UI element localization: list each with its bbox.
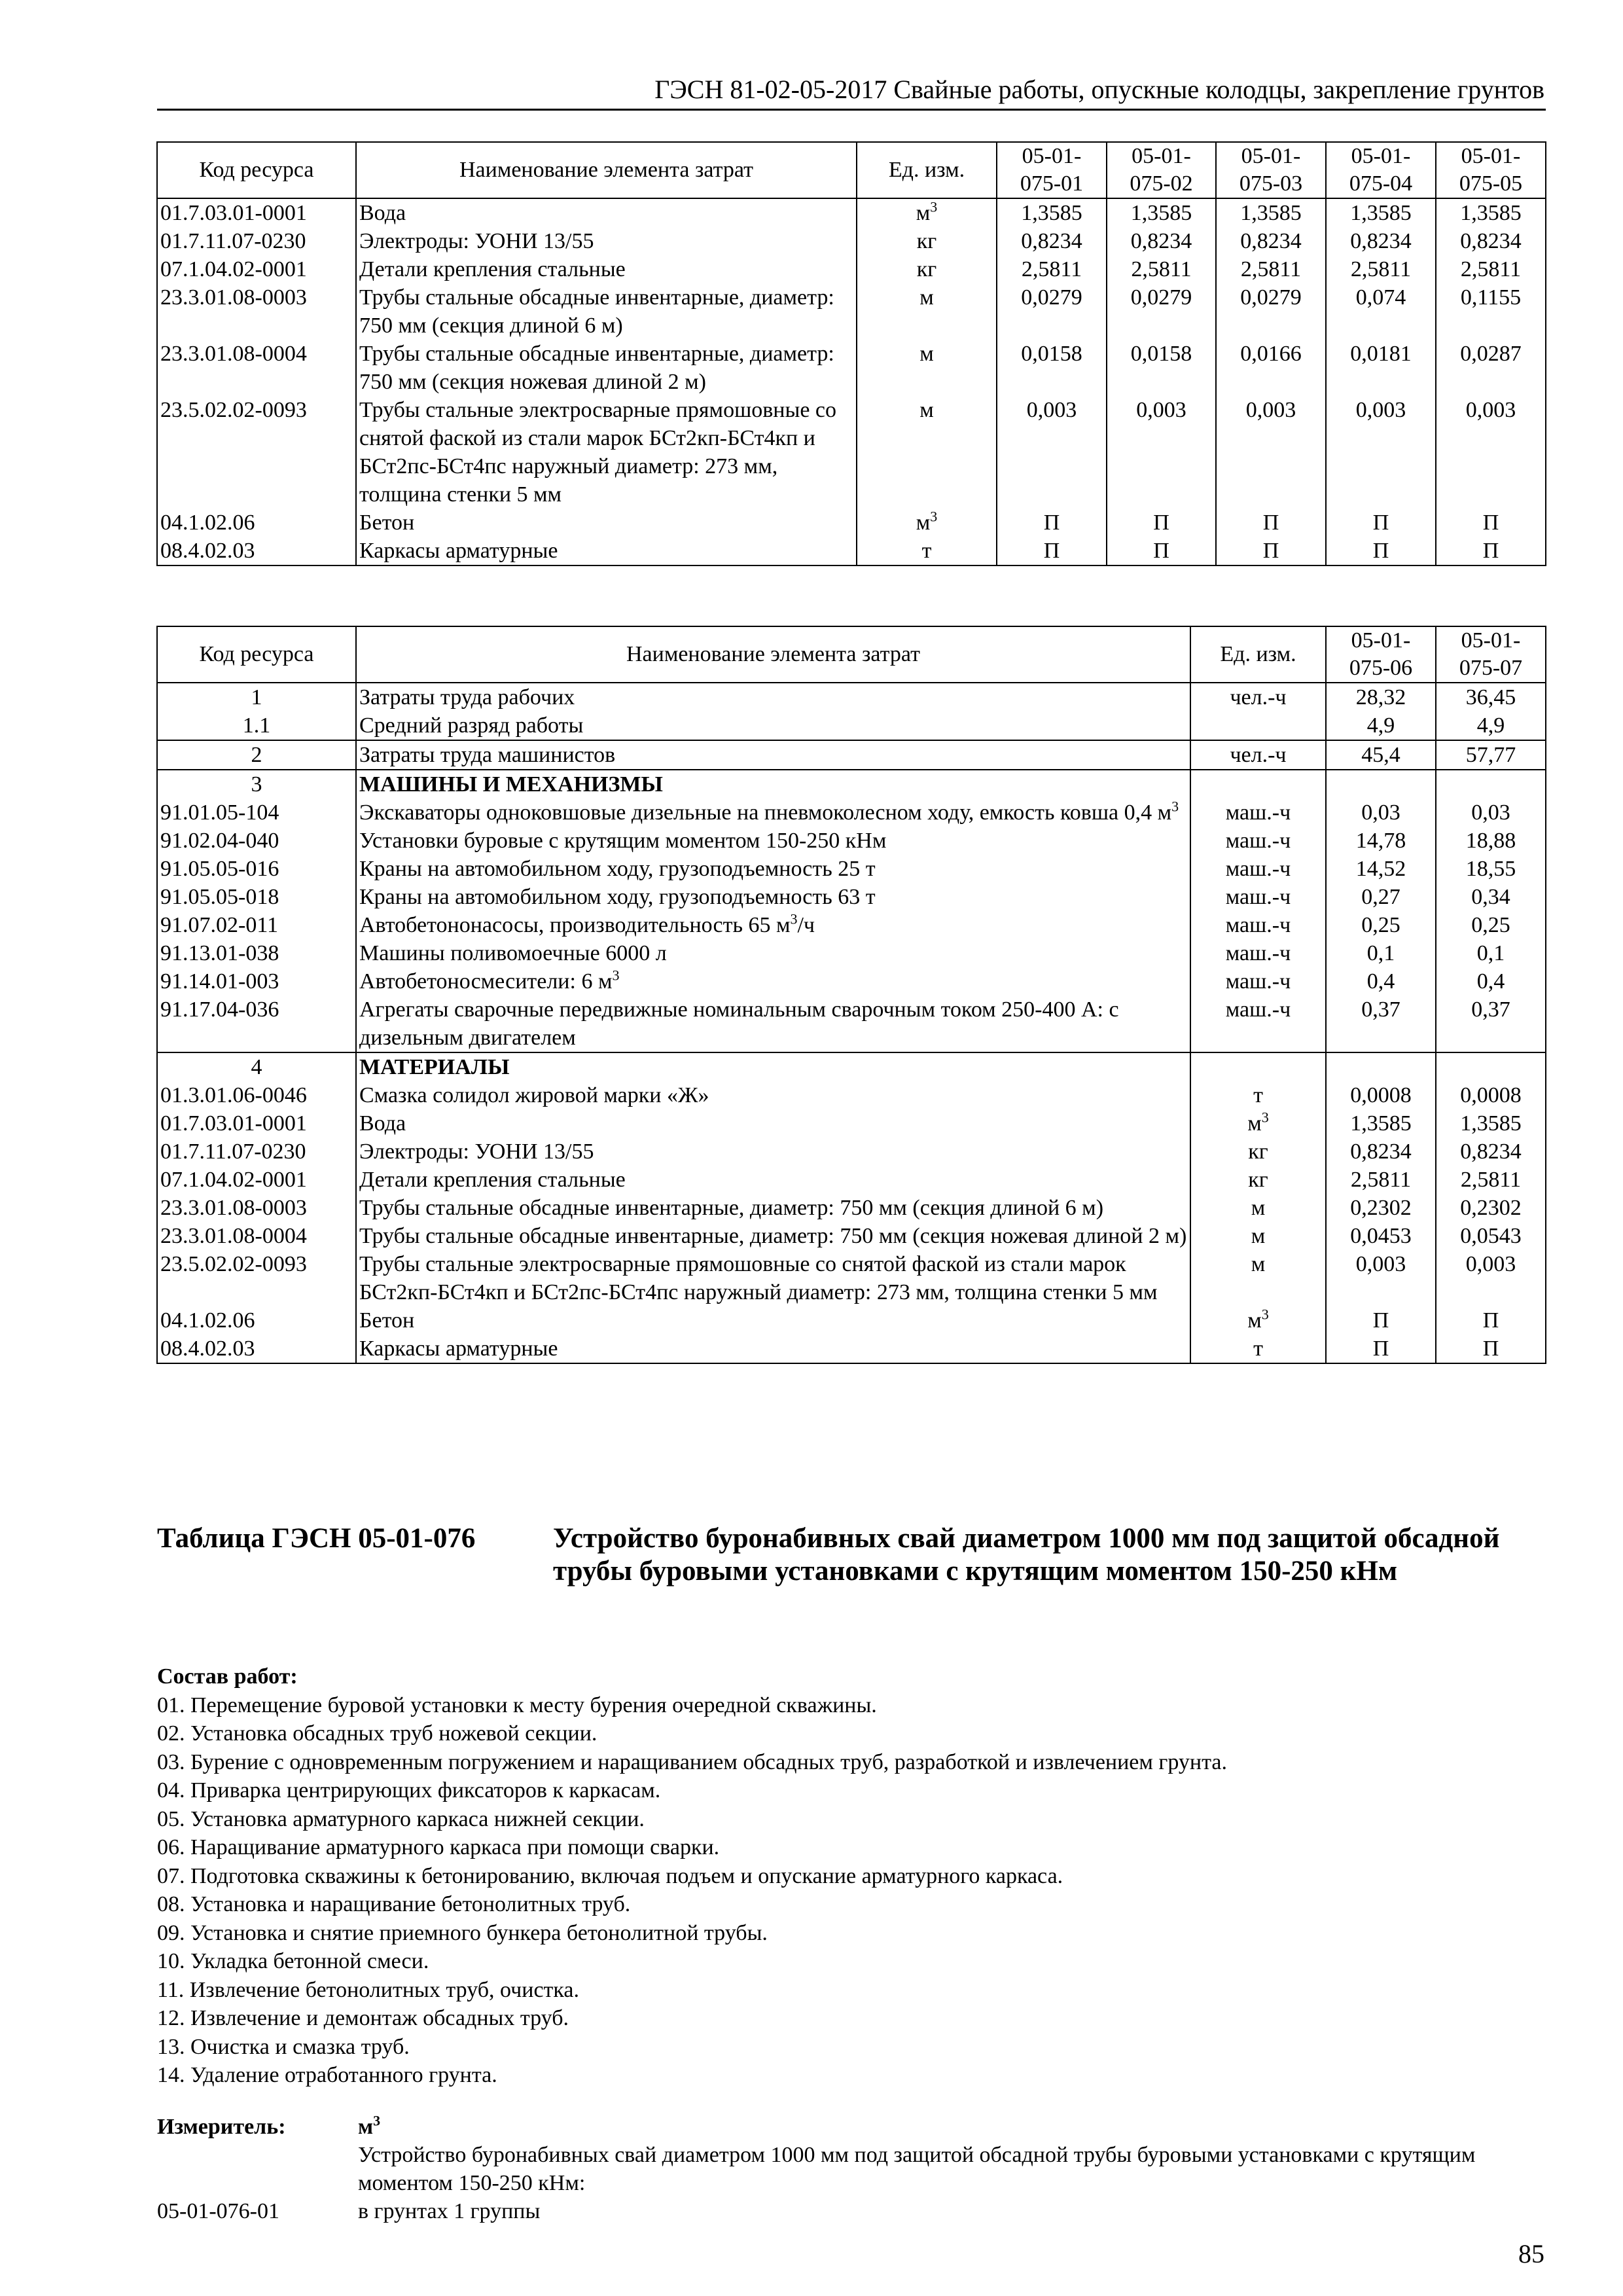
cost-element-name: Трубы стальные обсадные инвентарные, диаметр: 750 мм (секция ножевая длиной 2 м) [356, 340, 857, 396]
norm-value: 0,003 [1326, 396, 1436, 509]
unit-of-measure: м [857, 283, 997, 340]
measure-description: Устройство буронабивных свай диаметром 1000 мм под защитой обсадной трубы буровыми установками с крутящим моментом 150-250 кНм: [358, 2143, 1476, 2195]
unit-of-measure: $м^3$ [857, 198, 997, 227]
unit-of-measure: маш.-ч [1190, 996, 1326, 1052]
norm-value: 0,003 [997, 396, 1107, 509]
cost-element-name: Трубы стальные электросварные прямошовные со снятой фаской из стали марок БСт2кп-БСт4кп и БСт2пс-БСт4пс наружный диаметр: 273 мм, толщина стенки 5 мм [356, 396, 857, 509]
unit-of-measure [1190, 1052, 1326, 1081]
resource-code: 08.4.02.03 [157, 1335, 356, 1363]
cost-element-name: Затраты труда рабочих [356, 683, 1190, 711]
unit-of-measure: м [857, 340, 997, 396]
work-step: 06. Наращивание арматурного каркаса при помощи сварки. [157, 1835, 720, 1859]
work-step: 07. Подготовка скважины к бетонированию, включая подъем и опускание арматурного каркаса. [157, 1863, 1063, 1888]
norm-value: П [1326, 509, 1436, 537]
cost-element-name: Трубы стальные обсадные инвентарные, диаметр: 750 мм (секция ножевая длиной 2 м) [356, 1222, 1190, 1250]
resource-code: 23.3.01.08-0004 [157, 1222, 356, 1250]
measure-unit [358, 2113, 380, 2141]
norm-value: 0,4 [1326, 967, 1436, 996]
running-header: ГЭСН 81-02-05-2017 Свайные работы, опускные колодцы, закрепление грунтов [654, 75, 1544, 104]
unit-of-measure: $м^3$ [1190, 1306, 1326, 1335]
resource-code: 91.05.05-016 [157, 855, 356, 883]
resource-code: 01.7.11.07-0230 [157, 227, 356, 255]
norm-value: П [1216, 537, 1326, 565]
norm-value: 1,3585 [1436, 198, 1546, 227]
table2-row [157, 996, 1546, 1052]
table1-header-cell: 05-01- 075-02 [1107, 142, 1216, 198]
norm-value [1436, 1052, 1546, 1081]
norm-value: 1,3585 [1216, 198, 1326, 227]
table2-row [157, 1250, 1546, 1306]
unit-of-measure: м [1190, 1194, 1326, 1222]
unit-of-measure: т [1190, 1081, 1326, 1109]
resource-code: 4 [157, 1052, 356, 1081]
table1-header-cell: Код ресурса [157, 142, 356, 198]
measure-label: Измеритель: [157, 2115, 286, 2139]
norm-value: 2,5811 [1216, 255, 1326, 283]
norm-value: 4,9 [1326, 711, 1436, 740]
work-composition-list [157, 1691, 1227, 2090]
unit-of-measure: маш.-ч [1190, 967, 1326, 996]
resource-code: 91.02.04-040 [157, 827, 356, 855]
table2-header-cell: 05-01- 075-06 [1326, 626, 1436, 683]
superscript: 3 [790, 911, 798, 927]
resource-code: 23.5.02.02-0093 [157, 396, 356, 509]
superscript: 3 [1261, 1306, 1269, 1323]
work-step: 03. Бурение с одновременным погружением и наращиванием обсадных труб, разработкой и извлечением грунта. [157, 1749, 1227, 1774]
resource-code: 01.7.03.01-0001 [157, 198, 356, 227]
table1-header-cell: 05-01- 075-03 [1216, 142, 1326, 198]
table2-row [157, 939, 1546, 967]
cost-element-name: Бетон [356, 509, 857, 537]
resource-code: 07.1.04.02-0001 [157, 1166, 356, 1194]
norm-value: 1,3585 [1326, 198, 1436, 227]
norm-value: П [1436, 1335, 1546, 1363]
cost-element-name: Агрегаты сварочные передвижные номинальным сварочным током 250-400 А: с дизельным двигателем [356, 996, 1190, 1052]
cost-element-name: Трубы стальные обсадные инвентарные, диаметр: 750 мм (секция длиной 6 м) [356, 1194, 1190, 1222]
norm-value: 1,3585 [1436, 1109, 1546, 1138]
cost-element-name: Детали крепления стальные [356, 1166, 1190, 1194]
resource-table-2 [156, 626, 1546, 1364]
unit-of-measure: м [1190, 1250, 1326, 1306]
norm-value: 0,03 [1436, 798, 1546, 827]
resource-code: 91.13.01-038 [157, 939, 356, 967]
resource-code: 1.1 [157, 711, 356, 740]
table2-row [157, 1166, 1546, 1194]
header-rule [157, 109, 1546, 111]
table2-row [157, 1194, 1546, 1222]
norm-value: 0,03 [1326, 798, 1436, 827]
norm-value: П [1107, 509, 1216, 537]
norm-value: П [1326, 1335, 1436, 1363]
norm-value: П [1326, 537, 1436, 565]
work-step: 05. Установка арматурного каркаса нижней секции. [157, 1806, 645, 1831]
table2-row [157, 911, 1546, 939]
norm-value: 0,0008 [1326, 1081, 1436, 1109]
norm-value: 2,5811 [997, 255, 1107, 283]
norm-value: П [997, 537, 1107, 565]
table2-row [157, 1335, 1546, 1363]
unit-of-measure: маш.-ч [1190, 855, 1326, 883]
norm-value: 0,25 [1436, 911, 1546, 939]
norm-value: 0,003 [1216, 396, 1326, 509]
resource-code: 23.3.01.08-0003 [157, 1194, 356, 1222]
table1-row [157, 340, 1546, 396]
cost-element-name: МАШИНЫ И МЕХАНИЗМЫ [356, 770, 1190, 798]
table2-header-cell: Ед. изм. [1190, 626, 1326, 683]
norm-value: 0,0279 [1216, 283, 1326, 340]
table1-row [157, 396, 1546, 509]
unit-of-measure [1190, 770, 1326, 798]
unit-of-measure: чел.-ч [1190, 740, 1326, 770]
norm-value: 0,003 [1326, 1250, 1436, 1306]
norm-value: 0,8234 [997, 227, 1107, 255]
table2-row [157, 967, 1546, 996]
norm-value: П [1436, 1306, 1546, 1335]
superscript: 3 [1261, 1109, 1269, 1126]
table2-header-cell: 05-01- 075-07 [1436, 626, 1546, 683]
work-step: 04. Приварка центрирующих фиксаторов к каркасам. [157, 1778, 661, 1803]
table2-row [157, 1306, 1546, 1335]
norm-item: в грунтах 1 группы [358, 2199, 541, 2223]
norm-value: 0,003 [1436, 396, 1546, 509]
table1-header-cell: 05-01- 075-04 [1326, 142, 1436, 198]
table2-row [157, 1081, 1546, 1109]
table2-row [157, 798, 1546, 827]
norm-value: 0,1155 [1436, 283, 1546, 340]
norm-value: 1,3585 [1326, 1109, 1436, 1138]
resource-code: 23.3.01.08-0004 [157, 340, 356, 396]
norm-value: 4,9 [1436, 711, 1546, 740]
norm-value: 0,27 [1326, 883, 1436, 911]
cost-element-name: Автобетононасосы, производительность 65 $м^3/ч$ [356, 911, 1190, 939]
resource-code: 07.1.04.02-0001 [157, 255, 356, 283]
cost-element-name: Детали крепления стальные [356, 255, 857, 283]
table2-row [157, 1222, 1546, 1250]
cost-element-name: Электроды: УОНИ 13/55 [356, 227, 857, 255]
work-step: 08. Установка и наращивание бетонолитных труб. [157, 1892, 631, 1916]
norm-value: 0,8234 [1107, 227, 1216, 255]
table1-header-cell: 05-01- 075-01 [997, 142, 1107, 198]
norm-value: 0,34 [1436, 883, 1546, 911]
cost-element-name: Краны на автомобильном ходу, грузоподъемность 25 т [356, 855, 1190, 883]
work-step: 14. Удаление отработанного грунта. [157, 2063, 497, 2087]
table2-row [157, 855, 1546, 883]
unit-of-measure: маш.-ч [1190, 939, 1326, 967]
unit-of-measure: кг [1190, 1138, 1326, 1166]
unit-of-measure: т [857, 537, 997, 565]
norm-value: 28,32 [1326, 683, 1436, 711]
unit-of-measure: кг [1190, 1166, 1326, 1194]
norm-value: 14,78 [1326, 827, 1436, 855]
resource-code: 2 [157, 740, 356, 770]
table2-row [157, 1109, 1546, 1138]
unit-of-measure: $м^3$ [1190, 1109, 1326, 1138]
norm-value: П [1436, 509, 1546, 537]
norm-value: 0,8234 [1326, 1138, 1436, 1166]
table2-row [157, 883, 1546, 911]
resource-code: 23.3.01.08-0003 [157, 283, 356, 340]
cost-element-name: Установки буровые с крутящим моментом 150-250 кНм [356, 827, 1190, 855]
table1-header-cell: Наименование элемента затрат [356, 142, 857, 198]
table1-row [157, 198, 1546, 227]
work-step: 11. Извлечение бетонолитных труб, очистка. [157, 1977, 580, 2002]
norm-value: 0,0543 [1436, 1222, 1546, 1250]
norm-value: 0,0158 [997, 340, 1107, 396]
work-step: 12. Извлечение и демонтаж обсадных труб. [157, 2006, 569, 2030]
work-step: 10. Укладка бетонной смеси. [157, 1949, 429, 1973]
table1-header-cell: Ед. изм. [857, 142, 997, 198]
norm-value: 0,074 [1326, 283, 1436, 340]
superscript: 3 [1171, 798, 1179, 815]
work-composition-title: Состав работ: [157, 1664, 298, 1689]
resource-code: 91.05.05-018 [157, 883, 356, 911]
table2-row [157, 1052, 1546, 1081]
resource-code: 01.7.03.01-0001 [157, 1109, 356, 1138]
norm-value: 2,5811 [1326, 255, 1436, 283]
unit-of-measure: м [857, 396, 997, 509]
norm-value: 0,1 [1436, 939, 1546, 967]
norm-value: 2,5811 [1436, 1166, 1546, 1194]
cost-element-name: Вода [356, 1109, 1190, 1138]
unit-of-measure: чел.-ч [1190, 683, 1326, 711]
norm-value: 0,0181 [1326, 340, 1436, 396]
work-step: 13. Очистка и смазка труб. [157, 2034, 410, 2059]
table2-row [157, 683, 1546, 711]
norm-value: 0,8234 [1326, 227, 1436, 255]
table2-header-cell: Наименование элемента затрат [356, 626, 1190, 683]
norm-value: 0,003 [1436, 1250, 1546, 1306]
norm-value: П [1107, 537, 1216, 565]
norm-value: 18,88 [1436, 827, 1546, 855]
norm-value: 45,4 [1326, 740, 1436, 770]
resource-code: 04.1.02.06 [157, 1306, 356, 1335]
norm-value: 0,0008 [1436, 1081, 1546, 1109]
norm-value: 14,52 [1326, 855, 1436, 883]
unit-of-measure: маш.-ч [1190, 883, 1326, 911]
cost-element-name: Смазка солидол жировой марки «Ж» [356, 1081, 1190, 1109]
work-composition [157, 1662, 1227, 2090]
norm-value: 0,0453 [1326, 1222, 1436, 1250]
norm-value: 0,4 [1436, 967, 1546, 996]
table-caption: Устройство буронабивных свай диаметром 1000 мм под защитой обсадной трубы буровыми установками с крутящим моментом 150-250 кНм [553, 1523, 1500, 1587]
table1-row [157, 227, 1546, 255]
unit-of-measure: т [1190, 1335, 1326, 1363]
norm-value: 2,5811 [1107, 255, 1216, 283]
unit-of-measure: маш.-ч [1190, 911, 1326, 939]
table1-header-row [157, 142, 1546, 198]
unit-of-measure: маш.-ч [1190, 798, 1326, 827]
norm-value: 57,77 [1436, 740, 1546, 770]
table-number: Таблица ГЭСН 05-01-076 [157, 1523, 476, 1554]
superscript: 3 [930, 198, 938, 215]
cost-element-name: Машины поливомоечные 6000 л [356, 939, 1190, 967]
work-step: 02. Установка обсадных труб ножевой секции. [157, 1721, 597, 1746]
norm-value [1436, 770, 1546, 798]
norm-value: 0,0279 [997, 283, 1107, 340]
resource-code: 04.1.02.06 [157, 509, 356, 537]
measure-unit-text: м [358, 2115, 374, 2139]
resource-code: 91.01.05-104 [157, 798, 356, 827]
norm-value: 0,0158 [1107, 340, 1216, 396]
norm-value [1326, 1052, 1436, 1081]
norm-value: 2,5811 [1436, 255, 1546, 283]
norm-value: 0,1 [1326, 939, 1436, 967]
cost-element-name: Экскаваторы одноковшовые дизельные на пневмоколесном ходу, емкость ковша 0,4 $м^3$ [356, 798, 1190, 827]
norm-value [1326, 770, 1436, 798]
norm-value: 0,37 [1436, 996, 1546, 1052]
table2-row [157, 711, 1546, 740]
norm-value: 0,8234 [1436, 1138, 1546, 1166]
cost-element-name: Каркасы арматурные [356, 537, 857, 565]
norm-value: 0,2302 [1436, 1194, 1546, 1222]
cost-element-name: Трубы стальные обсадные инвентарные, диаметр: 750 мм (секция длиной 6 м) [356, 283, 857, 340]
norm-value: П [1436, 537, 1546, 565]
norm-value: 0,8234 [1216, 227, 1326, 255]
resource-code: 01.7.11.07-0230 [157, 1138, 356, 1166]
table2-row [157, 740, 1546, 770]
cost-element-name: Автобетоносмесители: 6 $м^3$ [356, 967, 1190, 996]
resource-code: 08.4.02.03 [157, 537, 356, 565]
norm-value: 0,0287 [1436, 340, 1546, 396]
table1-row [157, 255, 1546, 283]
norm-value: П [1216, 509, 1326, 537]
norm-value: 0,0279 [1107, 283, 1216, 340]
norm-value: 1,3585 [997, 198, 1107, 227]
work-step: 09. Установка и снятие приемного бункера бетонолитной трубы. [157, 1920, 768, 1945]
cost-element-name: Электроды: УОНИ 13/55 [356, 1138, 1190, 1166]
norm-value: 18,55 [1436, 855, 1546, 883]
superscript: 3 [612, 967, 620, 984]
table2-row [157, 1138, 1546, 1166]
norm-value: 0,0166 [1216, 340, 1326, 396]
table2-header-cell: Код ресурса [157, 626, 356, 683]
norm-value: 0,25 [1326, 911, 1436, 939]
cost-element-name: Бетон [356, 1306, 1190, 1335]
norm-value: 1,3585 [1107, 198, 1216, 227]
resource-table-1 [156, 141, 1546, 566]
table1-row [157, 283, 1546, 340]
norm-value: 0,8234 [1436, 227, 1546, 255]
cost-element-name: Средний разряд работы [356, 711, 1190, 740]
resource-code: 91.14.01-003 [157, 967, 356, 996]
table2-row [157, 827, 1546, 855]
resource-code: 3 [157, 770, 356, 798]
table1-header-cell: 05-01- 075-05 [1436, 142, 1546, 198]
table1-row [157, 537, 1546, 565]
page-number: 85 [1518, 2239, 1544, 2269]
unit-of-measure [1190, 711, 1326, 740]
norm-value: 0,2302 [1326, 1194, 1436, 1222]
cost-element-name: Краны на автомобильном ходу, грузоподъемность 63 т [356, 883, 1190, 911]
measure-unit-sup: 3 [373, 2112, 381, 2129]
resource-code: 91.07.02-011 [157, 911, 356, 939]
table1-row [157, 509, 1546, 537]
norm-code: 05-01-076-01 [157, 2199, 279, 2223]
resource-code: 01.3.01.06-0046 [157, 1081, 356, 1109]
unit-of-measure: $м^3$ [857, 509, 997, 537]
cost-element-name: Каркасы арматурные [356, 1335, 1190, 1363]
resource-code: 91.17.04-036 [157, 996, 356, 1052]
unit-of-measure: кг [857, 227, 997, 255]
superscript: 3 [930, 509, 938, 525]
table2-row [157, 770, 1546, 798]
unit-of-measure: м [1190, 1222, 1326, 1250]
norm-value: 2,5811 [1326, 1166, 1436, 1194]
norm-value: П [1326, 1306, 1436, 1335]
cost-element-name: Затраты труда машинистов [356, 740, 1190, 770]
norm-value: 0,003 [1107, 396, 1216, 509]
work-step: 01. Перемещение буровой установки к месту бурения очередной скважины. [157, 1693, 877, 1717]
unit-of-measure: маш.-ч [1190, 827, 1326, 855]
norm-value: 36,45 [1436, 683, 1546, 711]
table2-header-row [157, 626, 1546, 683]
unit-of-measure: кг [857, 255, 997, 283]
cost-element-name: Вода [356, 198, 857, 227]
resource-code: 1 [157, 683, 356, 711]
cost-element-name: Трубы стальные электросварные прямошовные со снятой фаской из стали марок БСт2кп-БСт4кп и БСт2пс-БСт4пс наружный диаметр: 273 мм, толщина стенки 5 мм [356, 1250, 1190, 1306]
cost-element-name: МАТЕРИАЛЫ [356, 1052, 1190, 1081]
norm-value: 0,37 [1326, 996, 1436, 1052]
resource-code: 23.5.02.02-0093 [157, 1250, 356, 1306]
norm-value: П [997, 509, 1107, 537]
